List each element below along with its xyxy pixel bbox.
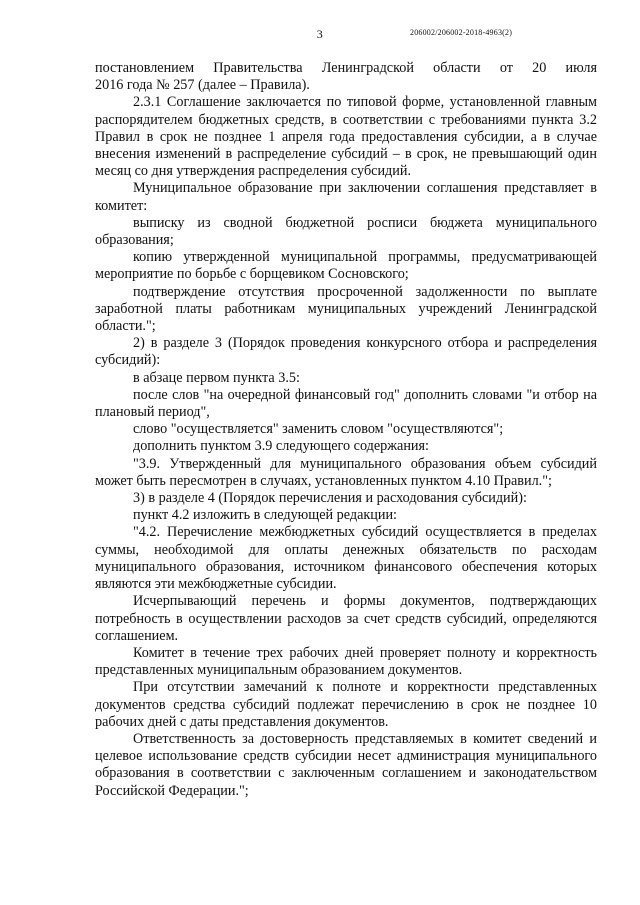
- paragraph: 2) в разделе 3 (Порядок проведения конкурсного отбора и распределения субсидий):: [95, 335, 597, 369]
- paragraph: Муниципальное образование при заключении соглашения представляет в комитет:: [95, 180, 597, 214]
- paragraph: 2.3.1 Соглашение заключается по типовой форме, установленной главным распорядителем бюджетных средств, в соответствии с требованиями пункта 3.2 Правил в срок не позднее 1 апреля года предоставления субсидии, а в случае внесения изменений в распределение субсидий – в срок, не превышающий один месяц со дня утверждения распределения субсидий.: [95, 94, 597, 180]
- paragraph: 3) в разделе 4 (Порядок перечисления и расходования субсидий):: [133, 490, 527, 507]
- paragraph: подтверждение отсутствия просроченной задолженности по выплате заработной платы работникам муниципальных учреждений Ленинградской области.";: [95, 283, 597, 335]
- paragraph: Ответственность за достоверность представляемых в комитет сведений и целевое использование средств субсидии несет администрация муниципального образования в соответствии с заключенным соглашением и законодательством Российской Федерации.";: [95, 730, 597, 799]
- paragraph: выписку из сводной бюджетной росписи бюджета муниципального образования;: [95, 214, 597, 249]
- page-number: 3: [316, 27, 324, 41]
- paragraph: дополнить пунктом 3.9 следующего содержания:: [133, 438, 429, 455]
- paragraph: в абзаце первом пункта 3.5:: [133, 369, 300, 386]
- paragraph: "4.2. Перечисление межбюджетных субсидий осуществляется в пределах суммы, необходимой для оплаты денежных обязательств по расходам муниципального образования, источником финансового обеспечения которых являются эти межбюджетные субсидии.: [95, 524, 597, 593]
- paragraph: При отсутствии замечаний к полноте и корректности представленных документов средства субсидий подлежат перечислению в срок не позднее 10 рабочих дней с даты представления документов.: [95, 679, 597, 730]
- paragraph: после слов "на очередной финансовый год" дополнить словами "и отбор на плановый период",: [95, 386, 597, 421]
- paragraph: 2016 года № 257 (далее – Правила).: [95, 77, 310, 94]
- document-body: [95, 60, 597, 800]
- paragraph: Комитет в течение трех рабочих дней проверяет полноту и корректность представленных муниципальным образованием документов.: [95, 644, 597, 679]
- paragraph: постановлением Правительства Ленинградской области от 20 июля: [95, 60, 597, 76]
- paragraph: пункт 4.2 изложить в следующей редакции:: [133, 507, 397, 524]
- paragraph: слово "осуществляется" заменить словом "осуществляются";: [133, 421, 504, 438]
- paragraph: Исчерпывающий перечень и формы документов, подтверждающих потребность в осуществлении расходов за счет средств субсидий, определяются соглашением.: [95, 593, 597, 644]
- paragraph: "3.9. Утвержденный для муниципального образования объем субсидий может быть пересмотрен в случаях, установленных пунктом 4.10 Правил.";: [95, 455, 597, 489]
- document-code: 206002/206002-2018-4963(2): [410, 28, 513, 37]
- paragraph: копию утвержденной муниципальной программы, предусматривающей мероприятие по борьбе с борщевиком Сосновского;: [95, 249, 597, 283]
